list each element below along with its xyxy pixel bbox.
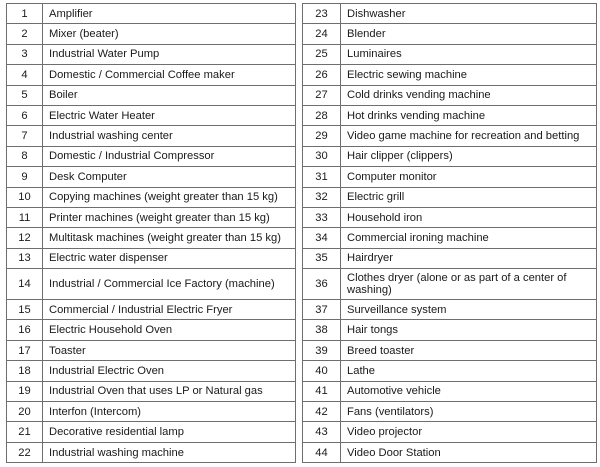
table-row <box>303 361 597 381</box>
item-number: 5 <box>7 85 43 105</box>
item-name: Electric sewing machine <box>341 65 597 85</box>
item-number: 19 <box>7 381 43 401</box>
item-name: Luminaires <box>341 44 597 64</box>
table-row <box>303 126 597 146</box>
item-number: 24 <box>303 24 341 44</box>
item-number: 35 <box>303 248 341 268</box>
item-number: 18 <box>7 361 43 381</box>
table-row <box>7 187 296 207</box>
table-row <box>7 442 296 462</box>
table-row <box>7 340 296 360</box>
item-name: Industrial washing center <box>43 126 296 146</box>
item-number: 34 <box>303 228 341 248</box>
item-name: Decorative residential lamp <box>43 422 296 442</box>
item-name: Mixer (beater) <box>43 24 296 44</box>
item-name: Desk Computer <box>43 167 296 187</box>
item-number: 7 <box>7 126 43 146</box>
item-number: 14 <box>7 269 43 300</box>
item-name: Interfon (Intercom) <box>43 402 296 422</box>
item-name: Boiler <box>43 85 296 105</box>
table-row <box>7 248 296 268</box>
appliance-table-left <box>6 3 296 463</box>
table-row <box>303 105 597 125</box>
item-number: 26 <box>303 65 341 85</box>
item-name: Industrial Water Pump <box>43 44 296 64</box>
item-number: 21 <box>7 422 43 442</box>
table-row <box>303 402 597 422</box>
item-number: 30 <box>303 146 341 166</box>
item-name: Toaster <box>43 340 296 360</box>
table-row <box>303 320 597 340</box>
item-name: Lathe <box>341 361 597 381</box>
item-name: Industrial washing machine <box>43 442 296 462</box>
item-number: 10 <box>7 187 43 207</box>
item-number: 25 <box>303 44 341 64</box>
item-number: 44 <box>303 442 341 462</box>
item-name: Copying machines (weight greater than 15 kg) <box>43 187 296 207</box>
item-number: 23 <box>303 4 341 24</box>
table-row <box>7 85 296 105</box>
item-number: 15 <box>7 300 43 320</box>
table-row <box>7 146 296 166</box>
item-name: Electric Household Oven <box>43 320 296 340</box>
item-name: Commercial ironing machine <box>341 228 597 248</box>
item-name: Multitask machines (weight greater than 15 kg) <box>43 228 296 248</box>
table-row <box>303 207 597 227</box>
table-row <box>303 85 597 105</box>
item-number: 40 <box>303 361 341 381</box>
table-row <box>303 422 597 442</box>
item-name: Hot drinks vending machine <box>341 105 597 125</box>
item-name: Dishwasher <box>341 4 597 24</box>
table-row <box>7 381 296 401</box>
item-number: 29 <box>303 126 341 146</box>
item-name: Electric grill <box>341 187 597 207</box>
item-number: 16 <box>7 320 43 340</box>
item-number: 9 <box>7 167 43 187</box>
item-number: 37 <box>303 300 341 320</box>
table-row <box>303 187 597 207</box>
table-row <box>303 269 597 300</box>
item-number: 33 <box>303 207 341 227</box>
item-name: Electric Water Heater <box>43 105 296 125</box>
item-number: 6 <box>7 105 43 125</box>
item-name: Video projector <box>341 422 597 442</box>
table-row <box>7 361 296 381</box>
table-row <box>7 402 296 422</box>
item-name: Hair tongs <box>341 320 597 340</box>
item-number: 41 <box>303 381 341 401</box>
item-name: Hairdryer <box>341 248 597 268</box>
item-number: 43 <box>303 422 341 442</box>
table-row <box>7 300 296 320</box>
item-number: 38 <box>303 320 341 340</box>
table-row <box>303 24 597 44</box>
item-name: Domestic / Commercial Coffee maker <box>43 65 296 85</box>
item-name: Breed toaster <box>341 340 597 360</box>
table-row <box>303 228 597 248</box>
item-number: 4 <box>7 65 43 85</box>
item-number: 32 <box>303 187 341 207</box>
table-row <box>303 146 597 166</box>
table-row <box>7 44 296 64</box>
item-name: Commercial / Industrial Electric Fryer <box>43 300 296 320</box>
item-name: Industrial Electric Oven <box>43 361 296 381</box>
item-name: Amplifier <box>43 4 296 24</box>
item-number: 39 <box>303 340 341 360</box>
item-name: Household iron <box>341 207 597 227</box>
item-number: 2 <box>7 24 43 44</box>
item-name: Hair clipper (clippers) <box>341 146 597 166</box>
table-row <box>303 248 597 268</box>
table-row <box>7 320 296 340</box>
table-row <box>303 442 597 462</box>
table-row <box>7 167 296 187</box>
appliance-list <box>6 3 597 463</box>
table-row <box>303 381 597 401</box>
item-name: Industrial / Commercial Ice Factory (machine) <box>43 269 296 300</box>
item-number: 3 <box>7 44 43 64</box>
table-row <box>303 300 597 320</box>
appliance-table-right <box>302 3 597 463</box>
item-name: Automotive vehicle <box>341 381 597 401</box>
item-number: 8 <box>7 146 43 166</box>
item-number: 20 <box>7 402 43 422</box>
item-number: 31 <box>303 167 341 187</box>
table-row <box>7 422 296 442</box>
item-name: Video Door Station <box>341 442 597 462</box>
table-row <box>7 207 296 227</box>
table-row <box>7 65 296 85</box>
item-name: Surveillance system <box>341 300 597 320</box>
item-name: Fans (ventilators) <box>341 402 597 422</box>
item-number: 42 <box>303 402 341 422</box>
table-row <box>7 126 296 146</box>
item-name: Domestic / Industrial Compressor <box>43 146 296 166</box>
table-row <box>303 340 597 360</box>
item-name: Industrial Oven that uses LP or Natural gas <box>43 381 296 401</box>
item-number: 12 <box>7 228 43 248</box>
item-name: Cold drinks vending machine <box>341 85 597 105</box>
item-number: 28 <box>303 105 341 125</box>
table-row <box>7 105 296 125</box>
table-row <box>7 228 296 248</box>
table-row <box>303 4 597 24</box>
item-number: 13 <box>7 248 43 268</box>
item-name: Computer monitor <box>341 167 597 187</box>
item-number: 11 <box>7 207 43 227</box>
item-number: 1 <box>7 4 43 24</box>
item-number: 17 <box>7 340 43 360</box>
table-row <box>7 24 296 44</box>
table-row <box>7 269 296 300</box>
table-row <box>7 4 296 24</box>
item-number: 22 <box>7 442 43 462</box>
item-name: Blender <box>341 24 597 44</box>
table-row <box>303 167 597 187</box>
table-row <box>303 65 597 85</box>
table-row <box>303 44 597 64</box>
item-name: Printer machines (weight greater than 15 kg) <box>43 207 296 227</box>
item-name: Video game machine for recreation and betting <box>341 126 597 146</box>
item-name: Electric water dispenser <box>43 248 296 268</box>
item-number: 36 <box>303 269 341 300</box>
item-number: 27 <box>303 85 341 105</box>
item-name: Clothes dryer (alone or as part of a center of washing) <box>341 269 597 300</box>
